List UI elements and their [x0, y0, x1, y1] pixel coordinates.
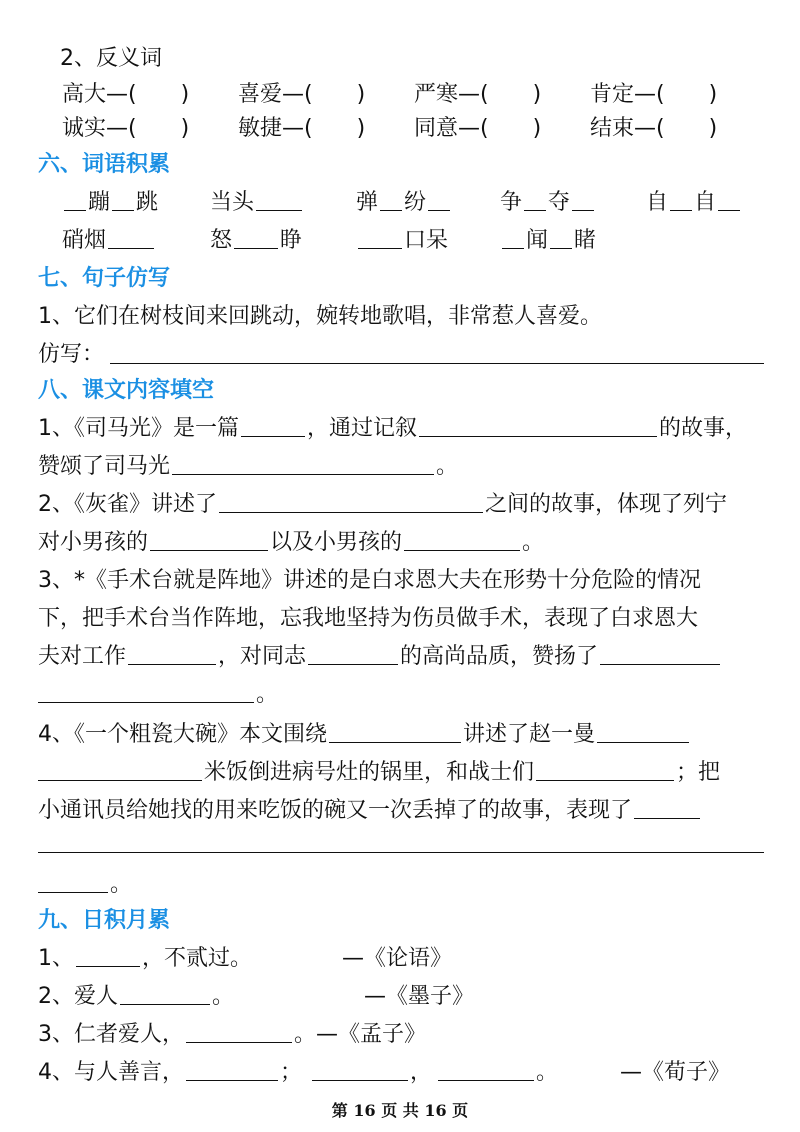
blank[interactable]: [329, 720, 461, 743]
blank[interactable]: [438, 1058, 534, 1081]
blank[interactable]: [186, 1020, 292, 1043]
vocab-item: 自 自: [646, 186, 742, 220]
fill-q3-line1: 3、*《手术台就是阵地》讲述的是白求恩大夫在形势十分危险的情况: [38, 568, 701, 593]
antonym-item[interactable]: 同意—( ): [414, 116, 542, 141]
source: —《论语》: [342, 946, 453, 971]
fill-q2-line2: 对小男孩的 以及小男孩的 。: [38, 530, 545, 555]
blank[interactable]: [128, 642, 216, 665]
fill-q3-line3: 夫对工作 ，对同志 的高尚品质，赞扬了: [38, 640, 764, 674]
blank[interactable]: [150, 528, 268, 551]
imitation-question: 1、它们在树枝间来回跳动，婉转地歌唱，非常惹人喜爱。: [38, 304, 602, 329]
blank[interactable]: [172, 452, 434, 475]
imitation-answer-line: 仿写：: [38, 342, 105, 367]
antonym-item[interactable]: 肯定—( ): [590, 82, 718, 107]
fill-q3-line4: 。: [38, 678, 764, 712]
blank[interactable]: [120, 982, 210, 1005]
blank[interactable]: [404, 528, 520, 551]
section-imitation-title: 七、句子仿写: [38, 266, 171, 291]
blank[interactable]: [241, 414, 305, 437]
fill-q2-line1: 2、《灰雀》讲述了 之间的故事，体现了列宁: [38, 492, 728, 517]
antonym-item[interactable]: 诚实—( ): [62, 116, 190, 141]
imitation-answer-blank[interactable]: [110, 363, 764, 364]
blank[interactable]: [38, 680, 254, 703]
blank[interactable]: [312, 1058, 408, 1081]
blank[interactable]: [419, 414, 657, 437]
daily-q2: 2、爱人 。 —《墨子》: [38, 980, 764, 1014]
blank[interactable]: [219, 490, 483, 513]
blank[interactable]: [634, 796, 700, 819]
fill-q4-line5: 。: [38, 868, 764, 902]
fill-q4-line3: 小通讯员给她找的用来吃饭的碗又一次丢掉了的故事，表现了: [38, 794, 764, 828]
blank[interactable]: [186, 1058, 278, 1081]
blank[interactable]: [600, 642, 720, 665]
blank[interactable]: [38, 870, 108, 893]
antonym-item[interactable]: 严寒—( ): [414, 82, 542, 107]
vocab-item: 当头: [210, 186, 304, 220]
fill-q4-answer-blank[interactable]: [38, 852, 764, 853]
vocab-item: 蹦 跳: [62, 186, 158, 220]
fill-q1-line2: 赞颂了司马光 。: [38, 454, 459, 479]
fill-q3-line2: 下，把手术台当作阵地，忘我地坚持为伤员做手术，表现了白求恩大: [38, 606, 699, 631]
daily-q4: 4、与人善言， ； ， 。 —《荀子》: [38, 1056, 764, 1090]
daily-q3: 3、仁者爱人， 。—《孟子》: [38, 1022, 427, 1047]
vocab-item: 闻 睹: [500, 224, 596, 258]
vocab-item: 硝烟: [62, 224, 156, 258]
antonym-item[interactable]: 喜爱—( ): [238, 82, 366, 107]
fill-q4-line2: 米饭倒进病号灶的锅里，和战士们 ；把: [38, 756, 764, 790]
daily-q1: 1、 ，不贰过。 —《论语》: [38, 942, 764, 976]
antonym-item[interactable]: 高大—( ): [62, 82, 190, 107]
antonym-item[interactable]: 敏捷—( ): [238, 116, 366, 141]
section-vocab-title: 六、词语积累: [38, 152, 171, 177]
blank[interactable]: [597, 720, 689, 743]
fill-q1-line1: 1、《司马光》是一篇 ，通过记叙 的故事，: [38, 416, 748, 441]
fill-q4-line1: 4、《一个粗瓷大碗》本文围绕 讲述了赵一曼: [38, 718, 764, 752]
vocab-item: 弹 纷: [356, 186, 452, 220]
blank[interactable]: [536, 758, 674, 781]
vocab-item: 怒 睁: [210, 228, 303, 253]
section-text-fill-title: 八、课文内容填空: [38, 378, 215, 403]
section-daily-accumulation-title: 九、日积月累: [38, 908, 171, 933]
page-footer: 第 16 页 共 16 页: [331, 1101, 469, 1120]
section-antonyms-title: 2、反义词: [60, 46, 162, 71]
source: —《墨子》: [364, 984, 475, 1009]
blank[interactable]: [76, 944, 140, 967]
blank[interactable]: [308, 642, 398, 665]
source: —《荀子》: [620, 1060, 731, 1085]
vocab-item: 口呆: [356, 224, 448, 258]
antonym-item[interactable]: 结束—( ): [590, 116, 718, 141]
blank[interactable]: [38, 758, 202, 781]
vocab-item: 争 夺: [500, 186, 596, 220]
